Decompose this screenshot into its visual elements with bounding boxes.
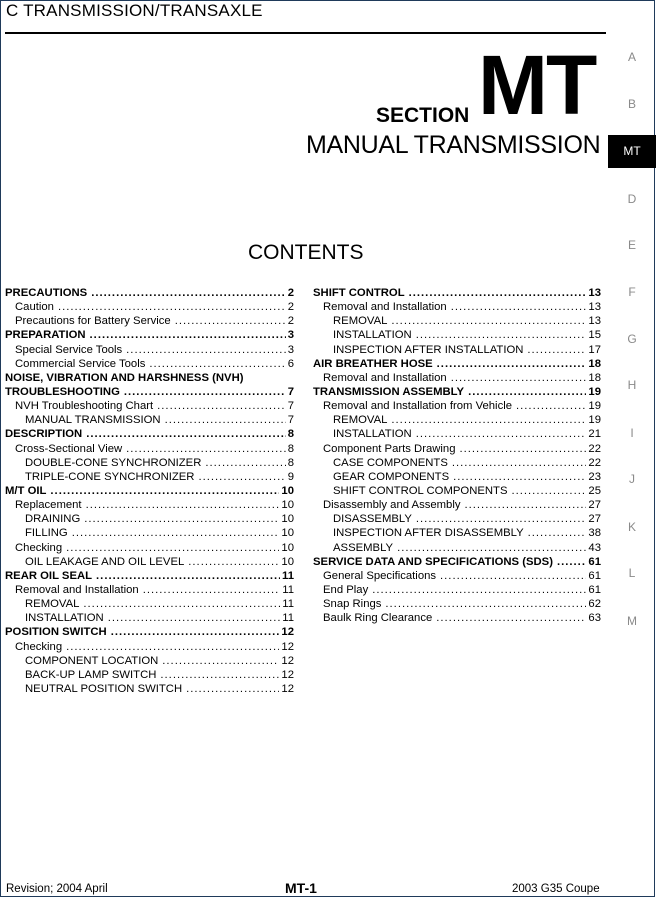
toc-entry-page: 22 — [588, 442, 601, 455]
toc-entry-title: INSPECTION AFTER INSTALLATION — [333, 343, 524, 356]
toc-entry-page: 13 — [588, 315, 601, 328]
toc-leader-dots — [165, 414, 286, 426]
toc-entry[interactable] — [5, 612, 294, 626]
toc-leader-dots — [391, 414, 586, 426]
toc-leader-dots — [58, 301, 286, 313]
toc-entry[interactable] — [313, 527, 601, 541]
toc-leader-dots — [66, 641, 279, 653]
toc-entry-page: 61 — [588, 555, 601, 568]
toc-leader-dots — [460, 443, 587, 455]
toc-entry-title: Replacement — [15, 499, 82, 512]
toc-entry[interactable] — [5, 598, 294, 612]
toc-leader-dots — [162, 655, 279, 667]
toc-leader-dots — [198, 471, 285, 483]
toc-entry-title: Removal and Installation — [323, 371, 447, 384]
toc-leader-dots — [126, 344, 286, 356]
toc-entry[interactable] — [313, 315, 601, 329]
toc-entry-page: 19 — [588, 414, 601, 427]
toc-leader-dots — [416, 428, 587, 440]
toc-entry-page: 9 — [287, 470, 294, 483]
toc-entry-page: 61 — [588, 569, 601, 582]
toc-entry-page: 12 — [281, 626, 294, 639]
toc-entry-page: 22 — [588, 456, 601, 469]
toc-leader-dots — [528, 527, 587, 539]
toc-leader-dots — [409, 287, 587, 299]
toc-entry-page: 7 — [287, 414, 294, 427]
toc-entry-title: INSPECTION AFTER DISASSEMBLY — [333, 527, 524, 540]
toc-entry[interactable] — [313, 499, 601, 513]
toc-entry-page: 11 — [282, 598, 294, 611]
toc-entry-page: 3 — [287, 329, 294, 342]
toc-entry-title: SHIFT CONTROL — [313, 287, 405, 299]
toc-entry-title: Removal and Installation from Vehicle — [323, 400, 513, 413]
toc-leader-dots — [440, 570, 586, 582]
toc-entry-page: 13 — [588, 287, 601, 299]
section-tab-l[interactable]: L — [628, 566, 636, 580]
toc-entry[interactable] — [313, 287, 601, 301]
toc-entry[interactable] — [5, 414, 294, 428]
contents-heading: CONTENTS — [248, 241, 364, 264]
section-tab-m[interactable]: M — [627, 614, 637, 628]
toc-leader-dots — [205, 457, 285, 469]
section-tab-h[interactable]: H — [627, 378, 637, 392]
toc-entry-title: ASSEMBLY — [333, 541, 394, 554]
toc-leader-dots — [516, 400, 586, 412]
toc-entry-page: 27 — [588, 513, 601, 526]
toc-entry[interactable] — [5, 400, 294, 414]
toc-entry-page: 7 — [287, 400, 294, 413]
toc-leader-dots — [90, 329, 286, 341]
toc-leader-dots — [96, 570, 280, 582]
toc-entry-page: 25 — [588, 484, 601, 497]
toc-entry[interactable] — [5, 457, 294, 471]
toc-entry-title: Special Service Tools — [15, 343, 123, 356]
toc-entry-title: FILLING — [25, 527, 68, 540]
toc-entry-page: 11 — [282, 569, 294, 582]
toc-entry-page: 61 — [588, 583, 601, 596]
toc-leader-dots — [372, 584, 586, 596]
toc-leader-dots — [149, 358, 285, 370]
section-tab-i[interactable]: I — [630, 426, 634, 440]
toc-leader-dots — [86, 499, 280, 511]
toc-entry[interactable] — [313, 584, 601, 598]
toc-entry-title: TRIPLE-CONE SYNCHRONIZER — [25, 470, 195, 483]
toc-entry-title: Snap Rings — [323, 598, 382, 611]
toc-entry[interactable] — [313, 386, 601, 400]
toc-entry[interactable] — [313, 485, 601, 499]
toc-entry-title: DOUBLE-CONE SYNCHRONIZER — [25, 456, 202, 469]
toc-entry-page: 12 — [281, 654, 294, 667]
toc-leader-dots — [111, 626, 280, 638]
toc-entry-title: OIL LEAKAGE AND OIL LEVEL — [25, 555, 185, 568]
toc-entry-page: 21 — [588, 428, 601, 441]
toc-entry-title: NOISE, VIBRATION AND HARSHNESS (NVH) — [5, 371, 244, 384]
toc-leader-dots — [143, 584, 281, 596]
toc-entry-title: Precautions for Battery Service — [15, 315, 171, 328]
toc-entry-title: M/T OIL — [5, 484, 47, 497]
toc-entry[interactable] — [5, 626, 294, 640]
toc-entry-title: Component Parts Drawing — [323, 442, 456, 455]
toc-entry[interactable] — [5, 584, 294, 598]
toc-leader-dots — [452, 457, 587, 469]
toc-entry-title: Caution — [15, 301, 54, 314]
toc-entry[interactable] — [5, 527, 294, 541]
toc-leader-dots — [188, 556, 279, 568]
toc-entry-title: TRANSMISSION ASSEMBLY — [313, 385, 465, 398]
toc-entry[interactable] — [5, 542, 294, 556]
footer-model: 2003 G35 Coupe — [512, 883, 600, 895]
section-tab-b[interactable]: B — [627, 97, 636, 111]
toc-entry[interactable] — [313, 344, 601, 358]
toc-entry-title: End Play — [323, 583, 369, 596]
toc-leader-dots — [385, 598, 586, 610]
toc-entry-page: 17 — [588, 343, 601, 356]
toc-entry[interactable] — [5, 428, 294, 442]
toc-entry[interactable] — [313, 400, 601, 414]
toc-entry[interactable] — [313, 301, 601, 315]
section-tab-mt[interactable]: MT — [608, 135, 656, 168]
toc-leader-dots — [511, 485, 586, 497]
toc-entry-page: 10 — [281, 555, 294, 568]
toc-leader-dots — [84, 513, 279, 525]
toc-entry-page: 12 — [281, 682, 294, 695]
toc-leader-dots — [451, 301, 587, 313]
toc-entry-title: REMOVAL — [333, 414, 388, 427]
toc-leader-dots — [108, 612, 281, 624]
toc-entry-title: POSITION SWITCH — [5, 626, 107, 639]
toc-entry-title: INSTALLATION — [333, 329, 412, 342]
toc-leader-dots — [186, 683, 279, 695]
toc-entry[interactable] — [5, 287, 294, 301]
section-tab-k[interactable]: K — [627, 520, 636, 534]
toc-entry[interactable] — [5, 329, 294, 343]
toc-leader-dots — [465, 499, 587, 511]
toc-entry[interactable] — [313, 612, 601, 626]
toc-entry[interactable] — [313, 471, 601, 485]
toc-entry-title: Checking — [15, 541, 63, 554]
toc-leader-dots — [436, 612, 586, 624]
toc-entry-page: 15 — [588, 329, 601, 342]
toc-entry[interactable] — [5, 683, 294, 697]
toc-entry[interactable] — [5, 570, 294, 584]
toc-entry[interactable] — [5, 344, 294, 358]
toc-entry[interactable] — [5, 499, 294, 513]
toc-entry[interactable] — [313, 372, 601, 386]
toc-entry-title: REMOVAL — [333, 315, 388, 328]
toc-entry-title: Disassembly and Assembly — [323, 499, 461, 512]
toc-entry[interactable] — [313, 457, 601, 471]
toc-leader-dots — [416, 329, 587, 341]
toc-entry[interactable] — [5, 669, 294, 683]
toc-entry-page: 38 — [588, 527, 601, 540]
toc-entry[interactable] — [5, 556, 294, 570]
toc-leader-dots — [160, 669, 279, 681]
toc-entry-page: 11 — [282, 612, 294, 625]
toc-entry-title: General Specifications — [323, 569, 437, 582]
toc-leader-dots — [527, 344, 586, 356]
toc-leader-dots — [175, 315, 286, 327]
toc-entry-page: 19 — [588, 385, 601, 398]
toc-entry-page: 2 — [287, 287, 294, 299]
toc-entry-page: 19 — [588, 400, 601, 413]
toc-entry-page: 62 — [588, 598, 601, 611]
toc-entry-page: 43 — [588, 541, 601, 554]
toc-entry-page: 8 — [287, 456, 294, 469]
toc-entry-page: 12 — [281, 668, 294, 681]
toc-entry[interactable] — [313, 358, 601, 372]
toc-entry-title: INSTALLATION — [25, 612, 104, 625]
toc-entry-title: REAR OIL SEAL — [5, 569, 93, 582]
toc-entry[interactable] — [5, 641, 294, 655]
toc-entry[interactable] — [313, 542, 601, 556]
toc-leader-dots — [453, 471, 586, 483]
toc-entry-page: 2 — [287, 301, 294, 314]
toc-right-column — [313, 287, 601, 626]
toc-leader-dots — [72, 527, 280, 539]
toc-entry-page: 63 — [588, 612, 601, 625]
toc-entry[interactable] — [5, 655, 294, 669]
toc-entry-title: PREPARATION — [5, 329, 86, 342]
toc-entry-title: Removal and Installation — [15, 583, 139, 596]
toc-entry-title: Checking — [15, 640, 63, 653]
toc-leader-dots — [83, 598, 280, 610]
toc-entry[interactable] — [313, 570, 601, 584]
toc-entry-page: 11 — [282, 583, 294, 596]
toc-entry[interactable] — [313, 329, 601, 343]
toc-entry[interactable] — [313, 443, 601, 457]
toc-entry-title: INSTALLATION — [333, 428, 412, 441]
toc-entry-title: DRAINING — [25, 513, 81, 526]
toc-entry-title: NVH Troubleshooting Chart — [15, 400, 154, 413]
toc-entry-title: SERVICE DATA AND SPECIFICATIONS (SDS) — [313, 555, 553, 568]
toc-entry[interactable] — [5, 315, 294, 329]
toc-entry-page: 10 — [281, 499, 294, 512]
section-tab-a[interactable]: A — [627, 50, 636, 64]
toc-entry-title: DISASSEMBLY — [333, 513, 412, 526]
section-tab-j[interactable]: J — [629, 472, 635, 486]
toc-entry-title: Removal and Installation — [323, 301, 447, 314]
chapter-header: C TRANSMISSION/TRANSAXLE — [6, 1, 263, 20]
toc-entry-page: 8 — [287, 442, 294, 455]
toc-entry[interactable] — [313, 598, 601, 612]
toc-leader-dots — [66, 542, 279, 554]
section-tab-g[interactable]: G — [627, 332, 637, 346]
toc-entry-page: 18 — [588, 357, 601, 370]
toc-entry[interactable] — [313, 556, 601, 570]
toc-entry[interactable] — [5, 513, 294, 527]
toc-leader-dots — [391, 315, 586, 327]
section-tab-e[interactable]: E — [627, 238, 636, 252]
toc-entry[interactable] — [313, 428, 601, 442]
toc-entry[interactable] — [313, 513, 601, 527]
toc-entry-title: REMOVAL — [25, 598, 80, 611]
toc-leader-dots — [437, 358, 587, 370]
toc-entry[interactable] — [5, 358, 294, 372]
toc-entry-page: 3 — [287, 343, 294, 356]
toc-entry-page: 10 — [281, 484, 294, 497]
toc-entry-title: AIR BREATHER HOSE — [313, 357, 433, 370]
toc-entry[interactable] — [313, 414, 601, 428]
toc-leader-dots — [91, 287, 285, 299]
toc-entry-title: Baulk Ring Clearance — [323, 612, 433, 625]
toc-entry[interactable] — [5, 471, 294, 485]
toc-entry-title: Commercial Service Tools — [15, 357, 146, 370]
section-code: MT — [478, 38, 596, 132]
toc-entry[interactable] — [5, 386, 294, 400]
toc-leader-dots — [557, 556, 586, 568]
toc-entry-title: SHIFT CONTROL COMPONENTS — [333, 484, 508, 497]
toc-entry-page: 18 — [588, 371, 601, 384]
toc-entry-page: 10 — [281, 527, 294, 540]
toc-leader-dots — [126, 443, 286, 455]
toc-entry-title: PRECAUTIONS — [5, 287, 88, 299]
toc-left-column — [5, 287, 294, 697]
header-rule — [5, 32, 606, 34]
toc-entry-page: 12 — [281, 640, 294, 653]
toc-entry-page: 23 — [588, 470, 601, 483]
toc-leader-dots — [86, 428, 286, 440]
section-title: MANUAL TRANSMISSION — [306, 131, 601, 159]
toc-entry-page: 13 — [588, 301, 601, 314]
toc-entry[interactable] — [5, 443, 294, 457]
toc-leader-dots — [50, 485, 279, 497]
toc-leader-dots — [157, 400, 286, 412]
toc-leader-dots — [397, 542, 586, 554]
toc-entry-page: 7 — [287, 385, 294, 398]
toc-entry-page: 6 — [287, 357, 294, 370]
toc-entry-title: MANUAL TRANSMISSION — [25, 414, 161, 427]
footer-page-number: MT-1 — [285, 880, 317, 896]
toc-entry-title: BACK-UP LAMP SWITCH — [25, 668, 157, 681]
toc-entry-page: 8 — [287, 428, 294, 441]
toc-entry-page: 10 — [281, 541, 294, 554]
footer-revision: Revision; 2004 April — [6, 883, 108, 895]
section-tab-f[interactable]: F — [628, 285, 636, 299]
toc-entry-page: 2 — [287, 315, 294, 328]
toc-entry-title: DESCRIPTION — [5, 428, 83, 441]
section-tab-d[interactable]: D — [627, 192, 637, 206]
toc-entry-title: COMPONENT LOCATION — [25, 654, 159, 667]
toc-leader-dots — [451, 372, 587, 384]
section-label: SECTION — [376, 104, 470, 127]
toc-entry-page: 10 — [281, 513, 294, 526]
toc-leader-dots — [416, 513, 587, 525]
toc-entry[interactable] — [5, 485, 294, 499]
toc-leader-dots — [468, 386, 586, 398]
toc-entry-title: CASE COMPONENTS — [333, 456, 448, 469]
toc-entry-title: TROUBLESHOOTING — [5, 385, 120, 398]
toc-entry-title: NEUTRAL POSITION SWITCH — [25, 682, 183, 695]
toc-entry[interactable] — [5, 372, 294, 386]
toc-entry[interactable] — [5, 301, 294, 315]
toc-entry-title: Cross-Sectional View — [15, 442, 123, 455]
toc-entry-title: GEAR COMPONENTS — [333, 470, 450, 483]
toc-entry-page: 27 — [588, 499, 601, 512]
toc-leader-dots — [124, 386, 286, 398]
